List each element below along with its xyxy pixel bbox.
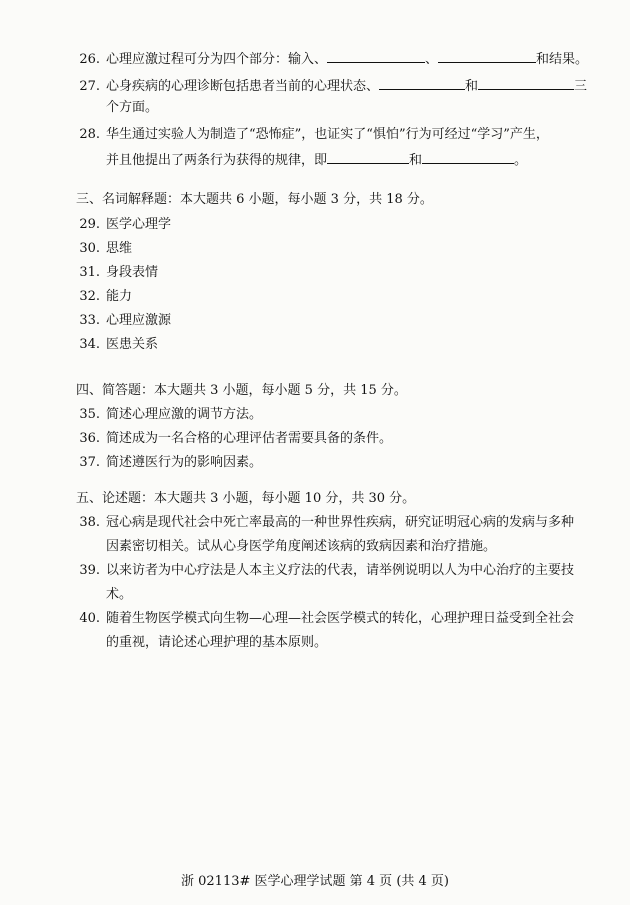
question-number: 35. (79, 407, 100, 422)
question-27 (70, 77, 587, 95)
question-number: 40. (79, 611, 100, 626)
question-35 (70, 407, 262, 423)
question-text: 并且他提出了两条行为获得的规律，即 (106, 153, 328, 168)
question-text: 。 (514, 153, 528, 168)
question-38-continued (106, 539, 496, 555)
question-39 (70, 563, 574, 579)
question-text: 华生通过实验人为制造了“恐怖症”，也证实了“惧怕”行为可经过“学习”产生， (106, 127, 549, 142)
question-text: 心理应激过程可分为四个部分：输入、 (106, 52, 328, 67)
question-number: 28. (79, 127, 100, 142)
question-number: 37. (79, 455, 100, 470)
question-34 (70, 337, 158, 353)
question-text: 心理应激源 (106, 313, 172, 328)
answer-blank (478, 77, 574, 90)
section-5-heading: 五、论述题：本大题共 3 小题，每小题 10 分，共 30 分。 (76, 491, 416, 506)
question-37 (70, 455, 262, 471)
question-28 (70, 127, 549, 143)
question-30 (70, 241, 132, 257)
question-text: 简述遵医行为的影响因素。 (106, 455, 263, 470)
question-text: 和 (409, 153, 423, 168)
question-text: 术。 (106, 587, 133, 602)
separator: 、 (425, 52, 439, 67)
question-38 (70, 515, 574, 531)
question-40-continued (106, 635, 327, 651)
section-3-heading: 三、名词解释题：本大题共 6 小题，每小题 3 分，共 18 分。 (76, 192, 433, 207)
question-text: 的重视，请论述心理护理的基本原则。 (106, 635, 328, 650)
question-number: 33. (79, 313, 100, 328)
question-36 (70, 431, 392, 447)
question-28-continued (106, 151, 527, 169)
question-text: 随着生物医学模式向生物—心理—社会医学模式的转化，心理护理日益受到全社会 (106, 611, 575, 626)
answer-blank (422, 151, 514, 164)
question-33 (70, 313, 171, 329)
question-text: 简述心理应激的调节方法。 (106, 407, 263, 422)
question-29 (70, 217, 171, 233)
answer-blank (438, 50, 536, 63)
answer-blank (379, 77, 465, 90)
question-32 (70, 289, 132, 305)
question-text: 身段表情 (106, 265, 159, 280)
question-number: 34. (79, 337, 100, 352)
question-number: 39. (79, 563, 100, 578)
question-text: 个方面。 (106, 100, 159, 115)
question-text: 能力 (106, 289, 133, 304)
question-text: 冠心病是现代社会中死亡率最高的一种世界性疾病，研究证明冠心病的发病与多种 (106, 515, 575, 530)
question-text: 简述成为一名合格的心理评估者需要具备的条件。 (106, 431, 393, 446)
question-39-continued (106, 587, 132, 603)
section-4-heading: 四、简答题：本大题共 3 小题，每小题 5 分，共 15 分。 (76, 383, 407, 398)
question-27-continued (106, 100, 158, 116)
question-text: 和结果。 (536, 52, 589, 67)
question-text: 三 (574, 79, 588, 94)
question-number: 36. (79, 431, 100, 446)
question-text: 以来访者为中心疗法是人本主义疗法的代表，请举例说明以人为中心治疗的主要技 (106, 563, 575, 578)
question-number: 26. (79, 52, 100, 67)
answer-blank (327, 50, 425, 63)
question-26 (70, 50, 588, 68)
question-number: 27. (79, 79, 100, 94)
answer-blank (327, 151, 409, 164)
question-number: 30. (79, 241, 100, 256)
question-number: 38. (79, 515, 100, 530)
question-text: 思维 (106, 241, 133, 256)
question-text: 因素密切相关。试从心身医学角度阐述该病的致病因素和治疗措施。 (106, 539, 497, 554)
question-text: 和 (465, 79, 479, 94)
question-40 (70, 611, 574, 627)
question-text: 心身疾病的心理诊断包括患者当前的心理状态、 (106, 79, 380, 94)
question-text: 医学心理学 (106, 217, 172, 232)
question-number: 29. (79, 217, 100, 232)
question-31 (70, 265, 158, 281)
page-footer: 浙 02113# 医学心理学试题 第 4 页 (共 4 页) (181, 874, 449, 889)
question-number: 31. (79, 265, 100, 280)
question-text: 医患关系 (106, 337, 159, 352)
question-number: 32. (79, 289, 100, 304)
